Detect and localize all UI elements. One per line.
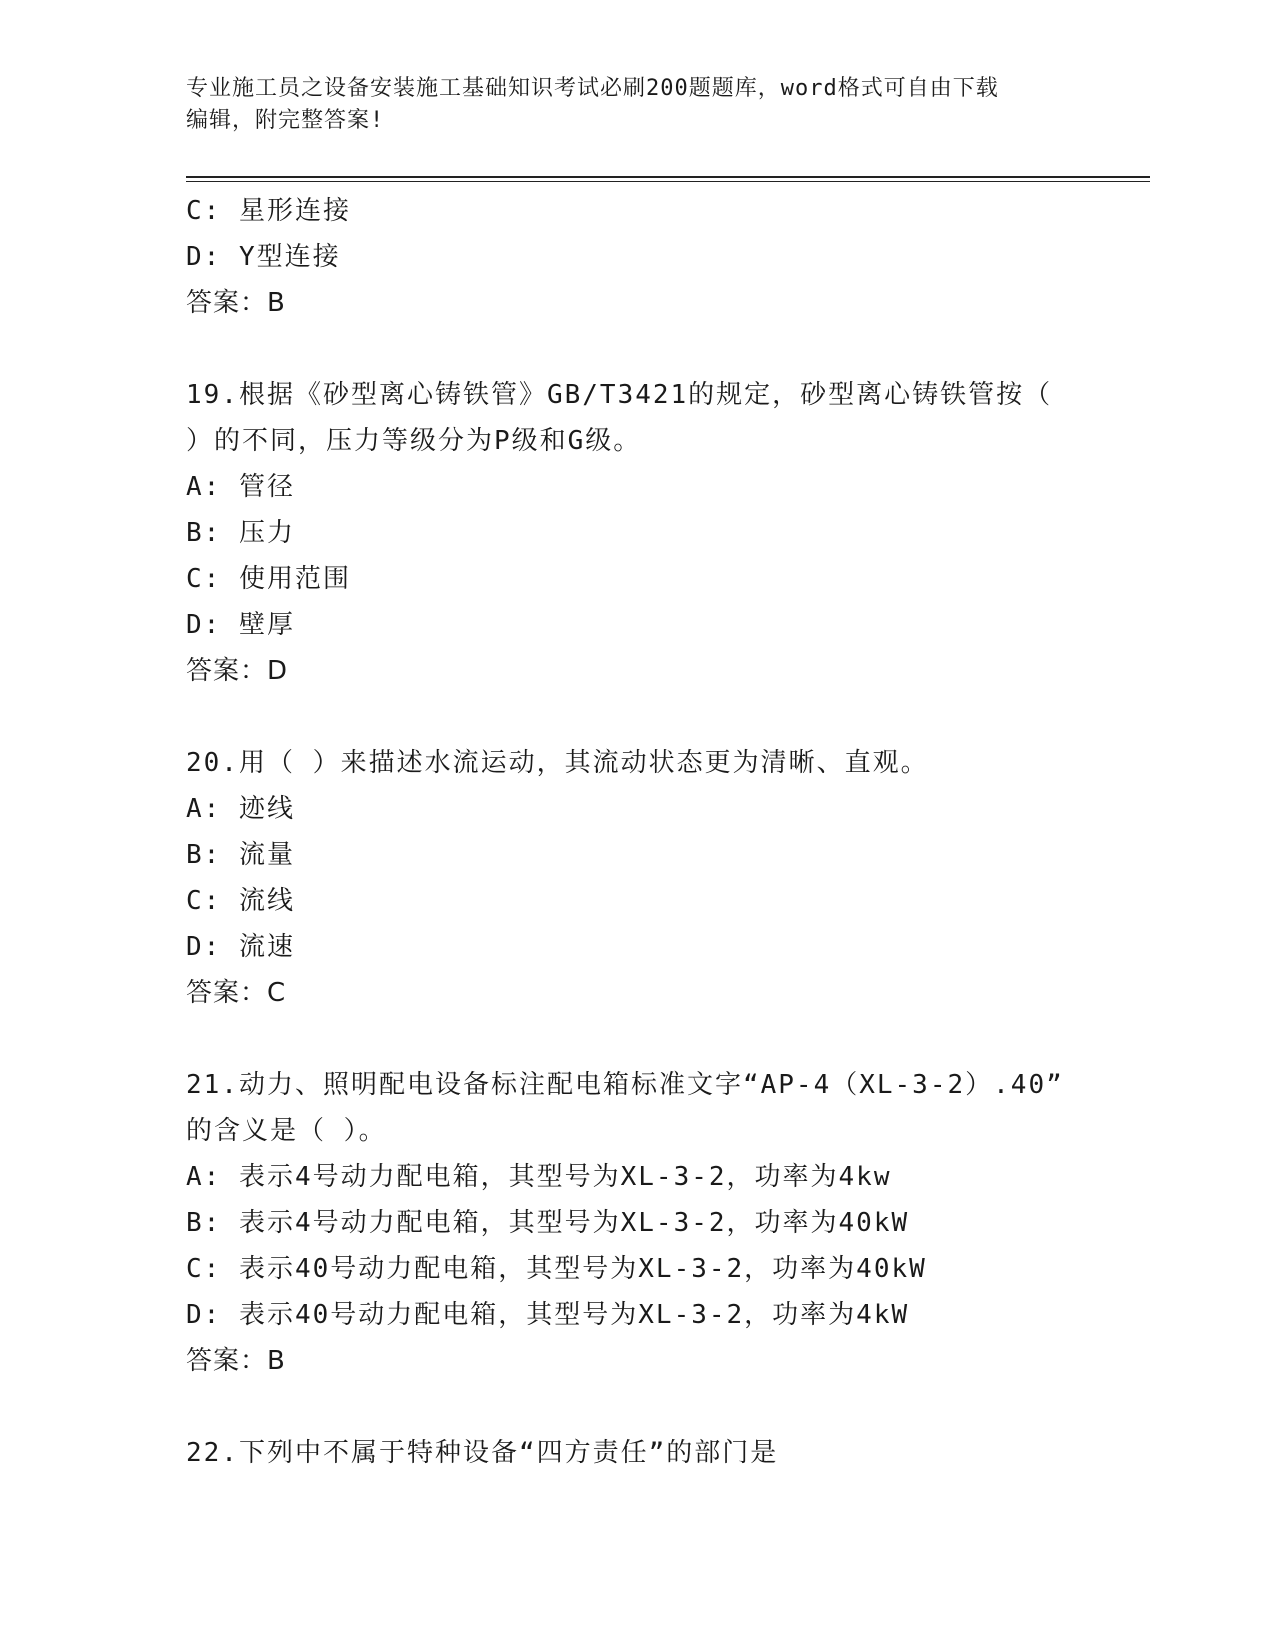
- option-b: B: 流量: [186, 840, 295, 870]
- page-header: [186, 73, 1066, 137]
- option-d: D: 表示40号动力配电箱，其型号为XL-3-2，功率为4kW: [186, 1300, 910, 1330]
- question-20: [186, 740, 1086, 1016]
- question-stem: ）的不同，压力等级分为P级和G级。: [186, 426, 642, 456]
- option-d: D: 流速: [186, 932, 295, 962]
- question-stem: 21.动力、照明配电设备标注配电箱标准文字“AP-4（XL-3-2）.40”: [186, 1070, 1064, 1100]
- previous-question-tail: [186, 188, 1086, 326]
- option-c: C: 星形连接: [186, 196, 351, 226]
- question-stem: 22.下列中不属于特种设备“四方责任”的部门是: [186, 1438, 779, 1468]
- option-a: A: 管径: [186, 472, 295, 502]
- option-c: C: 流线: [186, 886, 295, 916]
- option-b: B: 压力: [186, 518, 295, 548]
- option-d: D: 壁厚: [186, 610, 295, 640]
- option-b: B: 表示4号动力配电箱，其型号为XL-3-2，功率为40kW: [186, 1208, 910, 1238]
- spacer: [186, 1384, 1086, 1430]
- spacer: [186, 694, 1086, 740]
- question-list: [186, 188, 1086, 1476]
- option-a: A: 迹线: [186, 794, 295, 824]
- answer-line: 答案：D: [186, 656, 289, 686]
- question-stem: 的含义是（ ）。: [186, 1116, 387, 1146]
- answer-line: 答案：B: [186, 288, 286, 318]
- header-divider-thin: [186, 181, 1150, 182]
- question-22: [186, 1430, 1086, 1476]
- question-19: [186, 372, 1086, 694]
- header-title-line-2: 编辑，附完整答案!: [186, 108, 385, 133]
- question-21: [186, 1062, 1086, 1384]
- question-stem: 19.根据《砂型离心铸铁管》GB/T3421的规定，砂型离心铸铁管按（: [186, 380, 1053, 410]
- spacer: [186, 1016, 1086, 1062]
- header-divider-thick: [186, 176, 1150, 178]
- answer-line: 答案：B: [186, 1346, 286, 1376]
- header-title-line-1: 专业施工员之设备安装施工基础知识考试必刷200题题库，word格式可自由下载: [186, 76, 999, 101]
- spacer: [186, 326, 1086, 372]
- question-stem: 20.用（ ）来描述水流运动，其流动状态更为清晰、直观。: [186, 748, 929, 778]
- option-d: D: Y型连接: [186, 242, 341, 272]
- option-c: C: 表示40号动力配电箱，其型号为XL-3-2，功率为40kW: [186, 1254, 927, 1284]
- option-c: C: 使用范围: [186, 564, 351, 594]
- answer-line: 答案：C: [186, 978, 287, 1008]
- option-a: A: 表示4号动力配电箱，其型号为XL-3-2，功率为4kw: [186, 1162, 892, 1192]
